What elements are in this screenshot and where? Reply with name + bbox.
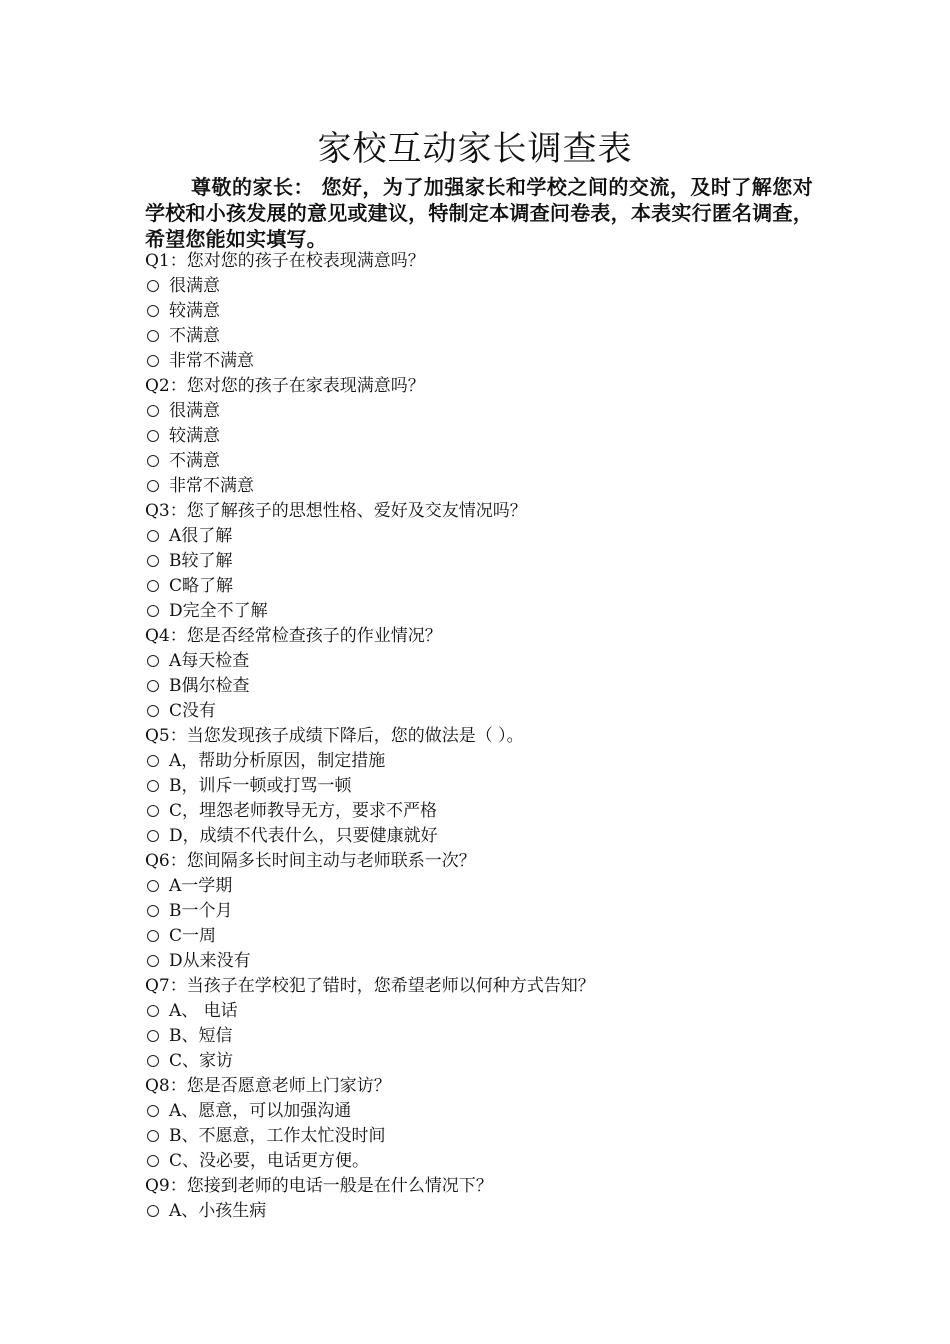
radio-circle-icon[interactable] [147,405,159,417]
radio-circle-icon[interactable] [147,455,159,467]
radio-circle-icon[interactable] [147,1155,159,1167]
option-label: C没有 [169,701,217,721]
option-q5-4[interactable] [145,824,845,849]
option-q1-2[interactable] [145,299,845,324]
option-q6-3[interactable] [145,924,845,949]
option-q4-2[interactable] [145,674,845,699]
option-label: D完全不了解 [169,601,268,621]
question-label-q8: Q8：您是否愿意老师上门家访？ [145,1076,391,1096]
option-label: B，训斥一顿或打骂一顿 [169,776,352,796]
option-q8-1[interactable] [145,1099,845,1124]
radio-circle-icon[interactable] [147,280,159,292]
question-label-q5: Q5：当您发现孩子成绩下降后，您的做法是（ ）。 [145,726,524,746]
radio-circle-icon[interactable] [147,955,159,967]
radio-circle-icon[interactable] [147,755,159,767]
option-label: A，帮助分析原因，制定措施 [169,751,386,771]
option-label: B偶尔检查 [169,676,250,696]
option-q3-1[interactable] [145,524,845,549]
option-label: B、短信 [169,1026,233,1046]
radio-circle-icon[interactable] [147,305,159,317]
question-label-q4: Q4：您是否经常检查孩子的作业情况？ [145,626,442,646]
option-label: A、愿意，可以加强沟通 [169,1101,352,1121]
radio-circle-icon[interactable] [147,1005,159,1017]
option-label: 较满意 [169,301,220,321]
option-q5-2[interactable] [145,774,845,799]
radio-circle-icon[interactable] [147,605,159,617]
intro-paragraph [145,174,813,252]
option-q5-3[interactable] [145,799,845,824]
option-q4-1[interactable] [145,649,845,674]
option-q1-3[interactable] [145,324,845,349]
radio-circle-icon[interactable] [147,1130,159,1142]
option-q7-1[interactable] [145,999,845,1024]
option-q8-3[interactable] [145,1149,845,1174]
radio-circle-icon[interactable] [147,830,159,842]
question-label-q2: Q2：您对您的孩子在家表现满意吗？ [145,376,425,396]
option-label: B一个月 [169,901,233,921]
radio-circle-icon[interactable] [147,580,159,592]
question-label-q1: Q1：您对您的孩子在校表现满意吗？ [145,251,425,271]
radio-circle-icon[interactable] [147,555,159,567]
option-label: C，埋怨老师教导无方，要求不严格 [169,801,438,821]
option-q3-2[interactable] [145,549,845,574]
option-q3-4[interactable] [145,599,845,624]
option-q2-1[interactable] [145,399,845,424]
option-label: 非常不满意 [169,476,254,496]
option-label: A一学期 [169,876,233,896]
option-label: A每天检查 [169,651,250,671]
option-q9-1[interactable] [145,1199,845,1224]
radio-circle-icon[interactable] [147,780,159,792]
option-q1-1[interactable] [145,274,845,299]
radio-circle-icon[interactable] [147,930,159,942]
radio-circle-icon[interactable] [147,805,159,817]
option-label: C一周 [169,926,217,946]
option-label: D从来没有 [169,951,251,971]
option-label: 很满意 [169,401,220,421]
option-q7-3[interactable] [145,1049,845,1074]
question-label-q6: Q6：您间隔多长时间主动与老师联系一次？ [145,851,476,871]
radio-circle-icon[interactable] [147,655,159,667]
option-label: A、小孩生病 [169,1201,267,1221]
option-q3-3[interactable] [145,574,845,599]
option-q6-2[interactable] [145,899,845,924]
option-label: 非常不满意 [169,351,254,371]
radio-circle-icon[interactable] [147,1030,159,1042]
option-label: B、不愿意，工作太忙没时间 [169,1126,386,1146]
option-label: D，成绩不代表什么，只要健康就好 [169,826,438,846]
option-label: A很了解 [169,526,233,546]
option-q4-3[interactable] [145,699,845,724]
radio-circle-icon[interactable] [147,1205,159,1217]
option-q6-4[interactable] [145,949,845,974]
option-q8-2[interactable] [145,1124,845,1149]
question-label-q7: Q7：当孩子在学校犯了错时，您希望老师以何种方式告知？ [145,976,595,996]
radio-circle-icon[interactable] [147,680,159,692]
option-label: A、 电话 [169,1001,238,1021]
radio-circle-icon[interactable] [147,480,159,492]
greeting: 尊敬的家长： [191,175,314,199]
option-label: 较满意 [169,426,220,446]
radio-circle-icon[interactable] [147,1055,159,1067]
option-label: C、家访 [169,1051,234,1071]
intro-text: 您好，为了加强家长和学校之间的交流，及时了解您对学校和小孩发展的意见或建议，特制定本调查问卷表，本表实行匿名调查，希望您能如实填写。 [145,175,813,251]
option-q1-4[interactable] [145,349,845,374]
option-label: 不满意 [169,326,220,346]
question-list [145,249,845,1224]
radio-circle-icon[interactable] [147,1105,159,1117]
radio-circle-icon[interactable] [147,330,159,342]
option-label: C略了解 [169,576,234,596]
option-q6-1[interactable] [145,874,845,899]
question-label-q9: Q9：您接到老师的电话一般是在什么情况下？ [145,1176,493,1196]
question-label-q3: Q3：您了解孩子的思想性格、爱好及交友情况吗？ [145,501,527,521]
option-label: C、没必要，电话更方便。 [169,1151,370,1171]
option-label: 很满意 [169,276,220,296]
option-q2-3[interactable] [145,449,845,474]
option-q5-1[interactable] [145,749,845,774]
radio-circle-icon[interactable] [147,880,159,892]
option-label: 不满意 [169,451,220,471]
option-q2-2[interactable] [145,424,845,449]
radio-circle-icon[interactable] [147,430,159,442]
radio-circle-icon[interactable] [147,905,159,917]
page-title: 家校互动家长调查表 [317,129,633,169]
option-label: B较了解 [169,551,233,571]
radio-circle-icon[interactable] [147,355,159,367]
option-q7-2[interactable] [145,1024,845,1049]
radio-circle-icon[interactable] [147,530,159,542]
radio-circle-icon[interactable] [147,705,159,717]
option-q2-4[interactable] [145,474,845,499]
